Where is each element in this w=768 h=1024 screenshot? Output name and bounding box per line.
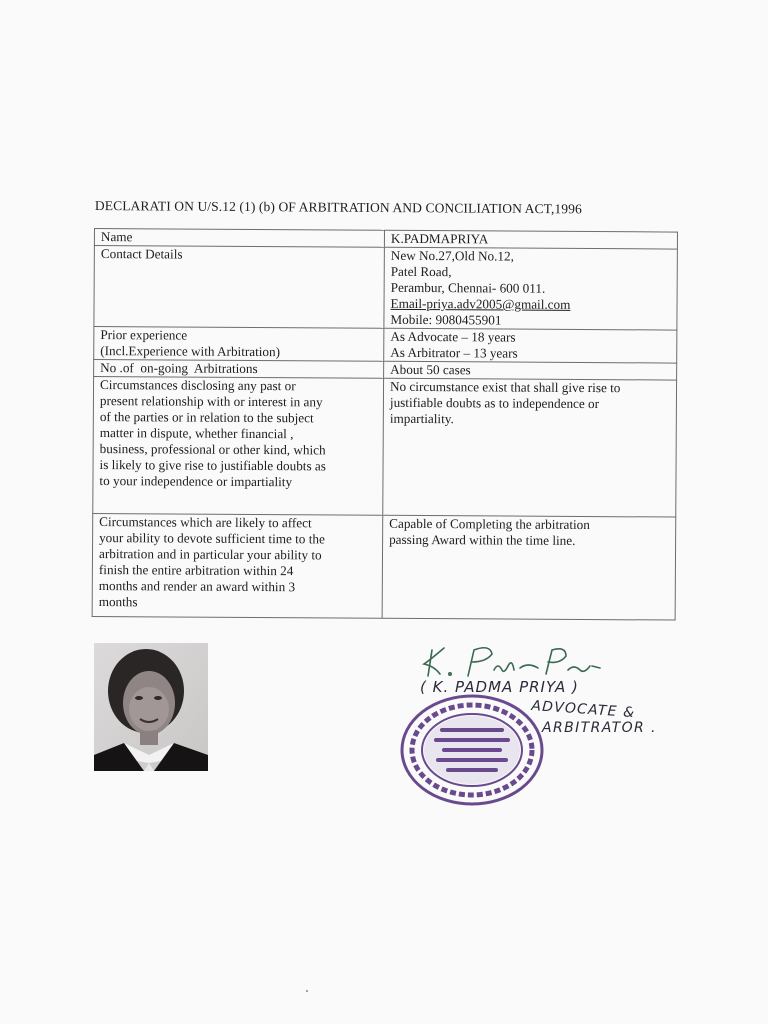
row-label-time: [92, 513, 383, 618]
table-row: [93, 377, 677, 518]
mobile-line: Mobile: 9080455901: [390, 311, 502, 328]
label-line: matter in dispute, whether financial ,: [99, 425, 294, 442]
address-line: Perambur, Chennai- 600 011.: [390, 279, 546, 296]
row-value-contact: [384, 247, 677, 330]
scan-speck: [306, 990, 308, 992]
row-label-name: [94, 229, 384, 248]
label-line: Contact Details: [100, 246, 183, 262]
portrait-image: [94, 643, 208, 771]
address-line: New No.27,Old No.12,: [390, 247, 514, 264]
address-line: Patel Road,: [390, 263, 452, 280]
row-value-time: [382, 515, 676, 620]
value-line: impartiality.: [389, 410, 454, 427]
row-value-experience: [384, 328, 677, 363]
row-value-ongoing: [384, 361, 677, 380]
label-line: is likely to give rise to justifiable doubts as: [99, 457, 326, 474]
label-line: Name: [100, 229, 133, 245]
commissioner-seal: [398, 692, 546, 808]
table-row: [94, 246, 677, 331]
label-line: Prior experience: [100, 327, 188, 343]
value-line: justifiable doubts as to independence or: [389, 394, 600, 412]
label-line: your ability to devote sufficient time to the: [99, 530, 325, 547]
row-label-contact: [94, 246, 384, 329]
label-line: months: [98, 594, 138, 610]
table-row: [92, 513, 676, 620]
row-label-experience: [94, 327, 384, 362]
document-title: DECLARATI ON U/S.12 (1) (b) OF ARBITRATION AND CONCILIATION ACT,1996: [94, 198, 582, 217]
value-line: As Arbitrator – 13 years: [390, 344, 518, 361]
signature-role: ARBITRATOR .: [542, 720, 657, 736]
value-line: K.PADMAPRIYA: [390, 230, 489, 247]
row-label-ongoing: [94, 360, 384, 379]
label-line: of the parties or in relation to the subject: [99, 409, 314, 426]
signature-role: ADVOCATE &: [530, 698, 636, 722]
value-line: As Advocate – 18 years: [390, 328, 516, 345]
label-line: to your independence or impartiality: [99, 473, 293, 490]
row-label-circumstances: [93, 377, 384, 516]
declaration-table: [92, 228, 678, 621]
label-line: Circumstances disclosing any past or: [99, 377, 296, 394]
label-line: finish the entire arbitration within 24: [98, 562, 294, 579]
label-line: months and render an award within 3: [98, 578, 296, 595]
label-line: business, professional or other kind, which: [99, 441, 326, 458]
value-line: Capable of Completing the arbitration: [389, 515, 590, 533]
signature-name: ( K. PADMA PRIYA ): [420, 678, 579, 696]
email-link[interactable]: Email-priya.adv2005@gmail.com: [390, 295, 571, 312]
seal-graphic: [398, 692, 546, 808]
table-row: [94, 327, 677, 364]
row-value-circumstances: [383, 378, 677, 517]
profile-photo: [94, 643, 208, 771]
label-line: (Incl.Experience with Arbitration): [100, 343, 281, 360]
value-line: passing Award within the time line.: [389, 531, 576, 548]
row-value-name: [384, 230, 677, 249]
label-line: arbitration and in particular your ability to: [98, 546, 322, 563]
value-line: No circumstance exist that shall give rise to: [389, 378, 621, 396]
label-line: present relationship with or interest in any: [99, 393, 323, 410]
label-line: No .of on-going Arbitrations: [100, 360, 258, 377]
label-line: Circumstances which are likely to affect: [99, 514, 312, 531]
value-line: About 50 cases: [390, 361, 471, 378]
